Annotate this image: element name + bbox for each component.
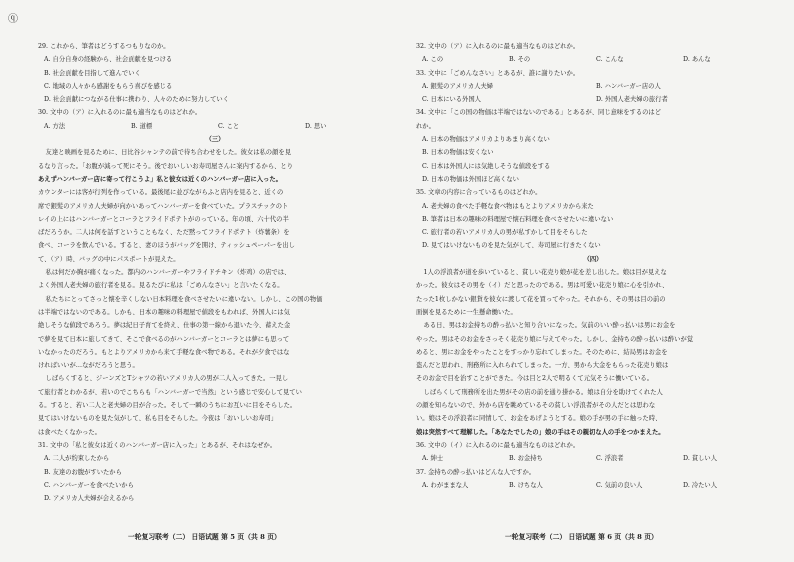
text-line: い。娘はその浮浪者に同情して、お金をあげようとする。娘の手が男の手に触った時、 [416,415,662,423]
option-item: A. この [422,56,444,64]
right-column [416,40,770,492]
text-line: ある日、男はお金持ちの酔っ払いと知り合いになった。気前のいい酔っ払いは男にお金を [423,322,676,330]
text-line: 盗んだと思われ、刑務所に入れられてしまった。一方、男から大金をもらった花売り娘は [416,362,669,370]
text-line: は食べたくなかった。 [38,428,101,436]
option-item: C. こんな [596,56,624,64]
option-item: C. 浮浪者 [596,455,624,463]
option-line: A. 二人が約束したから [44,455,110,463]
option-item: A. 銀髪のアメリカ人夫婦 [422,82,494,90]
text-line: めると、男にお金をやったことをすっかり忘れてしまった。そのために、結局男はお金を [416,348,668,356]
text-line: れか。 [416,122,435,130]
text-line: ければいいが…ながだろうと思う。 [38,362,139,370]
text-line: しばらくすると、ジーンズとTシャツの若いアメリカ人の男が二人入ってきた。一見し [45,375,289,383]
footer-left: 一轮复习联考（二） 日语试题 第 5 页（共 8 页） [128,533,281,541]
option-line: D. 日本の物価は外国ほど高くない [422,175,519,183]
option-item: D. 思い [305,122,327,130]
option-line: C. ハンバーガーを食べたいから [44,481,134,489]
text-line: たった1枚しかない銀貨を彼女に渡して花を買ってやった。それから、その男は目の前の [416,295,666,303]
option-row [416,452,770,465]
option-item: B. 道標 [131,122,153,130]
option-item: B. ハンバーガー店の人 [596,82,661,90]
option-line: C. 地域の人々から感謝をもらう喜びを感じる [44,82,173,90]
option-line: B. 友達のお腹がすいたから [44,468,122,476]
option-line: C. 旅行者の若いアメリカ人の男が私すかして目をそらした [422,229,588,237]
option-item: D. あんな [683,56,711,64]
option-item: C. 気前の良い人 [596,481,643,489]
text-line: 友達と映画を見るために、日比谷シャンテの前で待ち合わせをした。彼女は私の顔を見 [45,149,291,157]
question-line: 36. 文中の（イ）に入れるのに最も適当なものはどれか。 [416,441,580,449]
text-line: 1人の浮浪者が道を歩いていると、貧しい花売り娘が花を差し出した。娘は目が見えな [423,269,667,277]
option-item: D. 貧しい人 [683,455,718,463]
question-line: 37. 金持ちの酔っ払いはどんな人ですか。 [416,468,536,476]
text-line: 絶しそうな値段であろう。夢は紀日子育てを終え、仕事の第一線から退いた今、蓄えた金 [38,322,291,330]
option-line: D. 見てはいけないものを見た気がして、寿司屋に行きたくない [422,242,601,250]
text-line: で夢を見て日本に旅してきて、そこで食べるのがハンバーガーとコーラとは夢にも思って [38,335,290,343]
option-item: D. 冷たい人 [683,481,718,489]
question-line: 32. 文中の（ア）に入れるのに最も適当なものはどれか。 [416,43,580,50]
option-line: C. 日本は外国人には気絶しそうな値段をする [422,162,551,170]
option-line: D. 社会貢献につながる仕事に携わり、人々のために努力していく [44,96,230,104]
option-row [416,53,770,66]
option-item: A. わがままな人 [422,481,469,489]
option-item: B. けちな人 [509,481,543,489]
text-line: 席で銀髪のアメリカ人夫婦が向かいあってハンバーガーを食べていた。プラスチックのト [38,202,289,210]
option-line: A. 日本の物価はアメリカよりあまり高くない [422,136,550,144]
question-line: 30. 文中の（ア）に入れるのに最も適当なものはどれか。 [38,109,202,117]
option-item: D. 外国人老夫婦の旅行者 [596,96,668,104]
text-line: て、（ア）時、バッグの中にパスポートが見えた。 [38,255,180,263]
text-line: は半端ではないのである。しかも、日本の趣味の料理屋で値段をもわれば、外国人には気 [38,308,290,316]
text-line: る。すると、若い二人と老夫婦の目が合った。そして一瞬のうちにお互いに目をそらした。 [38,402,297,410]
question-line: 34. 文中に「この国の物価は半端ではないのである」とあるが、同じ意味をするのはど [416,109,662,117]
footer-right: 一轮复习联考（二） 日语试题 第 6 页（共 8 页） [505,533,658,541]
text-line: 私は何だか胸が痛くなった。都内のハンバーガーやフライドチキン（炸鸡）の店では、 [45,269,291,277]
question-line: 33. 文中に「ごめんなさい」とあるが、誰に謝りたいか。 [416,69,580,77]
option-row [416,93,770,106]
option-item: A. 紳士 [422,455,444,463]
text-line: よく外国人老夫婦の旅行者を見る。見るたびに私は「ごめんなさい」と言いたくなる。 [38,282,284,290]
text-line: 私たちにとってさっと懐を辛くしない日本料理を食べさせたいに違いない。しかし、この国の物価 [45,295,323,303]
option-row [416,80,770,93]
option-line: B. 日本の物価は安くない [422,149,494,157]
text-line: 見てはいけないものを見た気がして、私も目をそらした。今夜は「おいしいお寿司」 [38,415,278,423]
text-line: かった。彼女はその男を（イ）だと思ったのである。男は可愛い花売り娘に心を引かれ、 [416,282,669,290]
text-line: て旅行者とわかるが、若いのでこちらも「ハンバーガーで当然」という感じで安心して見てい [38,388,302,396]
option-line: A. 老夫婦の食べた手軽な食べ物はもとよりアメリカから来た [422,202,594,210]
option-line: D. アメリカ人夫婦が会えるから [44,495,135,503]
option-line: A. 自分自身の経験から、社会貢献を見つける [44,56,173,64]
question-line: 35. 文章の内容に合っているものはどれか。 [416,189,542,197]
option-item: B. お金持ち [509,455,543,463]
question-line: 29. これから、筆者はどうするつもりなのか。 [38,43,170,50]
section-heading: （四） [583,255,603,263]
option-line: B. 社会貢献を目指して進んでいく [44,69,141,77]
text-line: カウンターには客が行列を作っている。最後尾に並びながらふと店内を見ると、近くの [38,189,284,197]
option-item: C. こと [218,122,240,130]
text-line: しばらくして刑務所を出た男がその店の前を通り掛かる。娘は自分を助けてくれた人 [423,388,663,396]
text-line: あえずハンバーガー店に寄って行こうよ」私と彼女は近くのハンバーガー店に入った。 [38,175,282,183]
option-item: A. 方法 [44,122,66,130]
section-heading: （三） [205,136,225,144]
text-line: そのお金で目を治すことができた。今は目と2人で明るくて元気そうに働いている。 [416,375,653,383]
text-line: るなり言った。「お腹が減って死にそう。後でおいしいお寿司屋さんに案内するから、とり [38,162,294,170]
corner-mark: ⓠ [8,14,18,25]
option-row [38,120,392,133]
text-line: ばだろうか。二人は何を話すということもなく、ただ黙ってフライドポテト（炸薯条）を [38,229,290,237]
option-line: B. 筆者は日本の趣味の料理屋で懐石料理を食べさせたいに違いない [422,215,614,223]
text-line: いなかったのだろう。もとよりアメリカから来て手軽な食べ物である。それが夕食ではな [38,348,290,356]
text-line: 食べ、コーラを飲んでいる。すると、妻のほうがバッグを開け、ティッシュペーパーを出し [38,242,295,250]
text-line: レイの上にはハンバーガーとコーラとフライドポテトがのっている。年の頃、六十代の半 [38,215,289,223]
text-line: やった。男はそのお金をさっそく花売り娘に与えてやった。しかし、金持ちの酔っ払いは酔いが覚 [416,335,694,343]
text-line: の顔を知らないので、外から店を眺めているその貧しい浮浪者がその人だとは思わな [416,402,656,410]
question-line: 31. 文中の「私と彼女は近くのハンバーガー店に入った」とあるが、それはなぜか。 [38,441,277,449]
text-line: 面倒を見るために一生懸命働いた。 [416,308,517,316]
option-row [416,479,770,492]
option-item: B. その [509,56,531,64]
text-line: 娘は突然すべて理解した。「あなたでしたの」娘の手はその親切な人の手をつかまえた。 [416,428,665,436]
option-item: C. 日本にいる外国人 [422,96,481,104]
left-column [38,40,392,505]
